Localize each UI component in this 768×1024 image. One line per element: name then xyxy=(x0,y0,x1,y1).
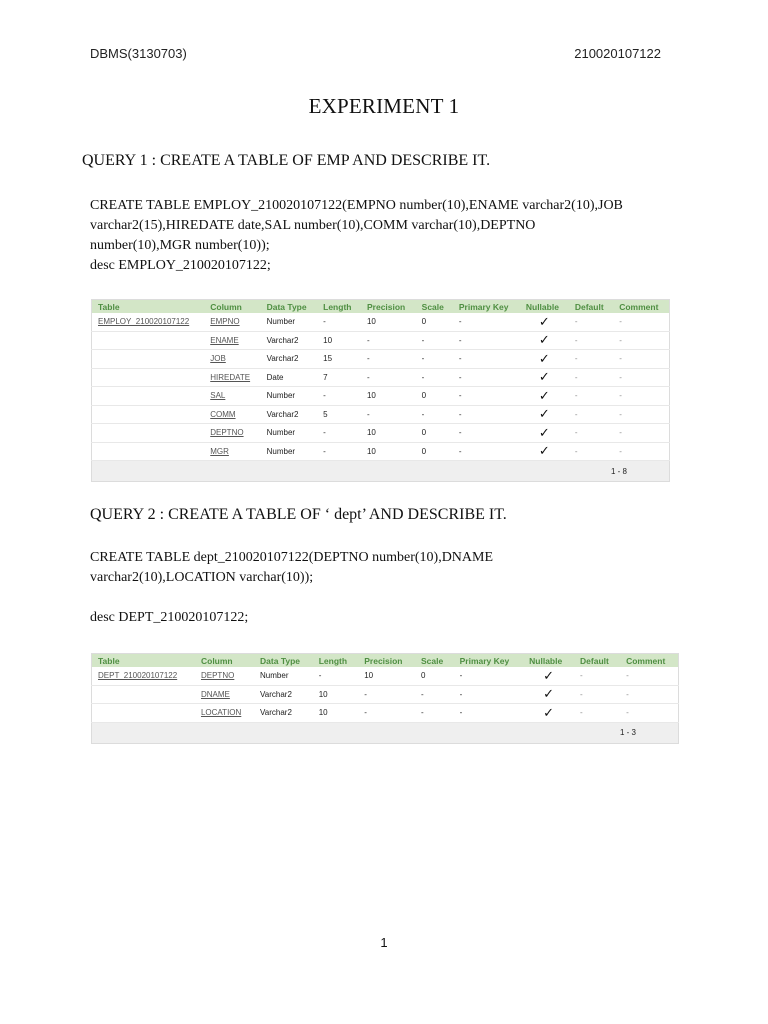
table-header-row xyxy=(92,654,679,668)
table-cell: Number xyxy=(261,424,318,443)
table-cell: - xyxy=(358,704,415,723)
sql-line: CREATE TABLE EMPLOY_210020107122(EMPNO number(10),ENAME varchar2(10),JOB xyxy=(90,198,623,213)
table-cell: 0 xyxy=(415,667,454,685)
page-number: 1 xyxy=(380,935,388,950)
table-cell: 10 xyxy=(358,667,415,685)
table-cell: - xyxy=(453,368,520,387)
table-cell: Varchar2 xyxy=(261,405,318,424)
table-row xyxy=(92,667,679,685)
nullable-check-icon: ✓ xyxy=(520,442,569,461)
table-cell: - xyxy=(453,424,520,443)
table-cell: - xyxy=(569,350,613,369)
table-cell: 10 xyxy=(361,442,416,461)
table-cell[interactable]: EMPNO xyxy=(204,313,260,331)
table-cell: - xyxy=(453,331,520,350)
table-row xyxy=(92,405,670,424)
table-cell[interactable]: DNAME xyxy=(195,685,254,704)
table-cell: 7 xyxy=(317,368,361,387)
table-footer xyxy=(92,722,679,743)
header-course: DBMS(3130703) xyxy=(90,46,187,61)
table-cell[interactable]: HIREDATE xyxy=(204,368,260,387)
table-cell: 10 xyxy=(317,331,361,350)
table-cell: - xyxy=(416,405,453,424)
table-cell: - xyxy=(613,368,669,387)
column-header: Length xyxy=(317,300,361,314)
table-cell: - xyxy=(613,313,669,331)
table-cell: 10 xyxy=(361,424,416,443)
table-cell: - xyxy=(454,685,524,704)
table-cell xyxy=(92,685,195,704)
column-header: Table xyxy=(92,300,205,314)
table-cell: - xyxy=(361,331,416,350)
table-cell: - xyxy=(361,368,416,387)
table-cell: Varchar2 xyxy=(261,331,318,350)
table-cell: 15 xyxy=(317,350,361,369)
table-cell: - xyxy=(416,350,453,369)
column-header: Data Type xyxy=(254,654,313,668)
table-cell xyxy=(92,442,205,461)
table-cell: - xyxy=(569,368,613,387)
table-cell: - xyxy=(317,442,361,461)
table-row xyxy=(92,350,670,369)
table-cell: - xyxy=(361,405,416,424)
column-header: Default xyxy=(569,300,613,314)
table-cell: - xyxy=(569,405,613,424)
table-cell: - xyxy=(453,405,520,424)
nullable-check-icon: ✓ xyxy=(520,350,569,369)
table-cell: - xyxy=(313,667,359,685)
table-cell: - xyxy=(613,350,669,369)
table-row xyxy=(92,424,670,443)
query2-heading: QUERY 2 : CREATE A TABLE OF ‘ dept’ AND DESCRIBE IT. xyxy=(90,506,507,523)
pagination-label: 1 - 8 xyxy=(92,461,670,482)
nullable-check-icon: ✓ xyxy=(520,313,569,331)
table-cell: - xyxy=(361,350,416,369)
table-cell: - xyxy=(453,350,520,369)
table-cell: - xyxy=(613,387,669,406)
sql-line: number(10),MGR number(10)); xyxy=(90,238,270,253)
table-cell: Date xyxy=(261,368,318,387)
table-cell[interactable]: LOCATION xyxy=(195,704,254,723)
table-header-row xyxy=(92,300,670,314)
table-cell: - xyxy=(317,313,361,331)
table-cell[interactable]: ENAME xyxy=(204,331,260,350)
table-cell xyxy=(92,387,205,406)
query1-heading: QUERY 1 : CREATE A TABLE OF EMP AND DESCRIBE IT. xyxy=(82,152,491,169)
table-row xyxy=(92,331,670,350)
column-header: Precision xyxy=(358,654,415,668)
nullable-check-icon: ✓ xyxy=(523,685,574,704)
table-cell: - xyxy=(613,442,669,461)
table-cell: - xyxy=(416,368,453,387)
header-enrollment: 210020107122 xyxy=(574,46,661,61)
column-header: Primary Key xyxy=(454,654,524,668)
table-cell: - xyxy=(454,667,524,685)
table-footer xyxy=(92,461,670,482)
table-cell: - xyxy=(574,704,620,723)
sql-line: CREATE TABLE dept_210020107122(DEPTNO number(10),DNAME xyxy=(90,550,494,565)
table-cell: Varchar2 xyxy=(261,350,318,369)
column-header: Table xyxy=(92,654,195,668)
table-cell[interactable]: JOB xyxy=(204,350,260,369)
column-header: Scale xyxy=(415,654,454,668)
table-cell: Varchar2 xyxy=(254,704,313,723)
column-header: Nullable xyxy=(520,300,569,314)
column-header: Comment xyxy=(613,300,669,314)
table-row xyxy=(92,313,670,331)
table-row xyxy=(92,704,679,723)
table-cell: - xyxy=(574,667,620,685)
table-cell[interactable]: COMM xyxy=(204,405,260,424)
nullable-check-icon: ✓ xyxy=(520,331,569,350)
table-cell: - xyxy=(574,685,620,704)
table-cell: Varchar2 xyxy=(254,685,313,704)
table-cell: 10 xyxy=(361,387,416,406)
table-cell: - xyxy=(416,331,453,350)
table-cell xyxy=(92,405,205,424)
table-cell[interactable]: SAL xyxy=(204,387,260,406)
table-cell xyxy=(92,704,195,723)
sql-line xyxy=(90,588,680,608)
table-cell: - xyxy=(569,313,613,331)
column-header: Column xyxy=(195,654,254,668)
nullable-check-icon: ✓ xyxy=(523,667,574,685)
table-cell xyxy=(92,331,205,350)
table-cell: - xyxy=(317,387,361,406)
table-cell: - xyxy=(415,704,454,723)
table-cell: 0 xyxy=(416,387,453,406)
table-cell: - xyxy=(415,685,454,704)
table-cell: - xyxy=(453,442,520,461)
nullable-check-icon: ✓ xyxy=(523,704,574,723)
table-row xyxy=(92,685,679,704)
table-cell: - xyxy=(569,424,613,443)
table-cell: 10 xyxy=(313,685,359,704)
table-cell: Number xyxy=(254,667,313,685)
emp-describe-table xyxy=(91,299,670,482)
sql-line: desc DEPT_210020107122; xyxy=(90,610,249,625)
table-row xyxy=(92,387,670,406)
table-cell: - xyxy=(613,424,669,443)
query2-sql xyxy=(90,548,680,628)
nullable-check-icon: ✓ xyxy=(520,368,569,387)
page-title: EXPERIMENT 1 xyxy=(308,94,460,118)
pagination-label: 1 - 3 xyxy=(92,722,679,743)
table-cell: - xyxy=(620,685,678,704)
sql-line: varchar2(15),HIREDATE date,SAL number(10),COMM varchar(10),DEPTNO xyxy=(90,218,536,233)
table-cell: - xyxy=(620,667,678,685)
table-cell[interactable]: DEPT_210020107122 xyxy=(92,667,195,685)
table-cell: - xyxy=(613,405,669,424)
column-header: Scale xyxy=(416,300,453,314)
table-cell xyxy=(92,350,205,369)
table-cell: - xyxy=(569,331,613,350)
nullable-check-icon: ✓ xyxy=(520,405,569,424)
table-cell: - xyxy=(453,387,520,406)
table-cell[interactable]: DEPTNO xyxy=(204,424,260,443)
table-cell: - xyxy=(453,313,520,331)
table-cell: 0 xyxy=(416,442,453,461)
table-cell xyxy=(92,368,205,387)
nullable-check-icon: ✓ xyxy=(520,387,569,406)
column-header: Primary Key xyxy=(453,300,520,314)
sql-line: varchar2(10),LOCATION varchar(10)); xyxy=(90,570,314,585)
column-header: Default xyxy=(574,654,620,668)
table-cell: 10 xyxy=(361,313,416,331)
column-header: Data Type xyxy=(261,300,318,314)
table-cell: 10 xyxy=(313,704,359,723)
nullable-check-icon: ✓ xyxy=(520,424,569,443)
table-cell[interactable]: DEPTNO xyxy=(195,667,254,685)
table-row xyxy=(92,368,670,387)
table-cell: - xyxy=(613,331,669,350)
table-cell: Number xyxy=(261,442,318,461)
column-header: Length xyxy=(313,654,359,668)
table-cell: - xyxy=(620,704,678,723)
table-cell: - xyxy=(454,704,524,723)
column-header: Comment xyxy=(620,654,678,668)
table-cell: 0 xyxy=(416,313,453,331)
table-cell[interactable]: EMPLOY_210020107122 xyxy=(92,313,205,331)
table-cell[interactable]: MGR xyxy=(204,442,260,461)
table-cell: - xyxy=(569,387,613,406)
query1-sql xyxy=(90,196,680,276)
table-cell xyxy=(92,424,205,443)
column-header: Precision xyxy=(361,300,416,314)
table-cell: Number xyxy=(261,313,318,331)
table-row xyxy=(92,442,670,461)
table-cell: 5 xyxy=(317,405,361,424)
table-cell: - xyxy=(569,442,613,461)
sql-line: desc EMPLOY_210020107122; xyxy=(90,258,271,273)
table-cell: - xyxy=(358,685,415,704)
table-cell: Number xyxy=(261,387,318,406)
column-header: Nullable xyxy=(523,654,574,668)
dept-describe-table xyxy=(91,653,679,744)
table-cell: - xyxy=(317,424,361,443)
table-cell: 0 xyxy=(416,424,453,443)
column-header: Column xyxy=(204,300,260,314)
